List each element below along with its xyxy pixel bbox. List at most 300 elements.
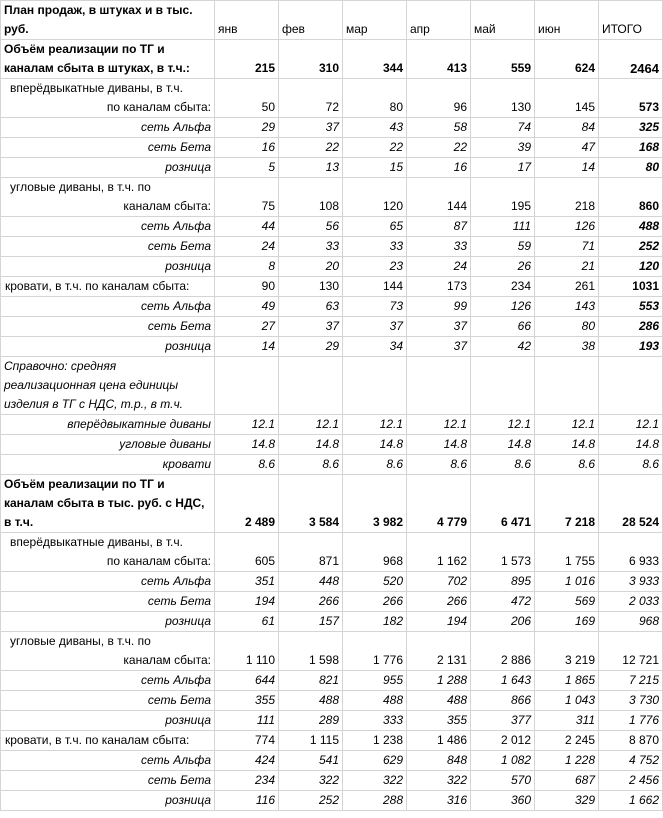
reference-title-line2: реализационная цена единицы [4, 378, 179, 392]
group-label-line1: угловые диваны, в т.ч. по [10, 634, 151, 648]
cell-value: 29 [215, 118, 279, 138]
cell-value: 351 [215, 572, 279, 592]
money-section-total-row [1, 475, 663, 533]
cell-value: 145 [535, 79, 599, 118]
cell-value: 7 218 [535, 475, 599, 533]
cell-total: 4 752 [599, 751, 663, 771]
cell-value: 49 [215, 297, 279, 317]
cell-value: 8.6 [471, 455, 535, 475]
table-title-line2: руб. [4, 22, 29, 36]
cell-value: 99 [407, 297, 471, 317]
table-title-line1: План продаж, в штуках и в тыс. [4, 3, 193, 17]
cell-value: 66 [471, 317, 535, 337]
cell-value: 12.1 [471, 415, 535, 435]
cell-value: 12.1 [215, 415, 279, 435]
month-header: фев [279, 1, 343, 40]
channel-row [1, 691, 663, 711]
cell-value: 3 982 [343, 475, 407, 533]
cell-value: 126 [471, 297, 535, 317]
channel-label: розница [1, 337, 215, 357]
channel-row [1, 257, 663, 277]
group-label [1, 731, 215, 751]
cell-total: 14.8 [599, 435, 663, 455]
cell-value: 71 [535, 237, 599, 257]
total-header: ИТОГО [599, 1, 663, 40]
cell-total: 28 524 [599, 475, 663, 533]
cell-total: 7 215 [599, 671, 663, 691]
cell-total: 3 730 [599, 691, 663, 711]
cell-value: 1 598 [279, 632, 343, 671]
cell-value: 488 [407, 691, 471, 711]
cell-value: 37 [279, 317, 343, 337]
cell-value: 87 [407, 217, 471, 237]
cell-value: 144 [407, 178, 471, 217]
cell-value: 111 [215, 711, 279, 731]
cell-value: 14.8 [407, 435, 471, 455]
cell-value: 14.8 [215, 435, 279, 455]
group-label-line1: угловые диваны, в т.ч. по [10, 180, 151, 194]
units-section-title-line2: каналам сбыта в штуках, в т.ч.: [4, 61, 190, 75]
group-row [1, 632, 663, 671]
cell-value: 2 131 [407, 632, 471, 671]
cell-value: 955 [343, 671, 407, 691]
cell-value: 14.8 [343, 435, 407, 455]
cell-value: 424 [215, 751, 279, 771]
cell-value: 17 [471, 158, 535, 178]
cell-value: 16 [215, 138, 279, 158]
cell-value: 14.8 [535, 435, 599, 455]
cell-value: 1 110 [215, 632, 279, 671]
group-label [1, 79, 215, 118]
reference-row [1, 415, 663, 435]
cell-value: 377 [471, 711, 535, 731]
group-label-line1: кровати, в т.ч. по каналам сбыта: [5, 733, 190, 747]
cell-value: 266 [279, 592, 343, 612]
channel-label: сеть Альфа [1, 572, 215, 592]
channel-label: розница [1, 158, 215, 178]
cell-total: 1 776 [599, 711, 663, 731]
empty-cell [599, 357, 663, 415]
cell-value: 116 [215, 791, 279, 811]
cell-value: 488 [343, 691, 407, 711]
empty-cell [343, 357, 407, 415]
channel-row [1, 237, 663, 257]
group-label-line2: каналам сбыта: [123, 199, 211, 213]
cell-value: 310 [279, 40, 343, 79]
cell-value: 173 [407, 277, 471, 297]
cell-value: 84 [535, 118, 599, 138]
cell-value: 448 [279, 572, 343, 592]
cell-value: 75 [215, 178, 279, 217]
cell-value: 1 016 [535, 572, 599, 592]
cell-value: 288 [343, 791, 407, 811]
cell-value: 541 [279, 751, 343, 771]
cell-value: 50 [215, 79, 279, 118]
empty-cell [215, 357, 279, 415]
cell-value: 130 [471, 79, 535, 118]
cell-value: 144 [343, 277, 407, 297]
channel-label: сеть Бета [1, 317, 215, 337]
cell-total: 286 [599, 317, 663, 337]
cell-value: 252 [279, 791, 343, 811]
cell-value: 195 [471, 178, 535, 217]
reference-row-label: вперёдвыкатные диваны [1, 415, 215, 435]
cell-value: 8.6 [343, 455, 407, 475]
cell-value: 21 [535, 257, 599, 277]
empty-cell [279, 357, 343, 415]
channel-row [1, 671, 663, 691]
channel-label: сеть Бета [1, 237, 215, 257]
cell-value: 27 [215, 317, 279, 337]
cell-value: 2 489 [215, 475, 279, 533]
cell-value: 22 [407, 138, 471, 158]
cell-value: 1 115 [279, 731, 343, 751]
channel-label: сеть Бета [1, 592, 215, 612]
cell-value: 322 [407, 771, 471, 791]
cell-value: 1 288 [407, 671, 471, 691]
cell-value: 65 [343, 217, 407, 237]
channel-label: розница [1, 612, 215, 632]
channel-label: сеть Альфа [1, 217, 215, 237]
group-label-line2: по каналам сбыта: [106, 554, 211, 568]
cell-value: 848 [407, 751, 471, 771]
cell-value: 108 [279, 178, 343, 217]
group-row [1, 731, 663, 751]
cell-value: 569 [535, 592, 599, 612]
cell-value: 4 779 [407, 475, 471, 533]
cell-value: 1 755 [535, 533, 599, 572]
month-header: мар [343, 1, 407, 40]
cell-total: 120 [599, 257, 663, 277]
cell-value: 12.1 [343, 415, 407, 435]
cell-value: 1 486 [407, 731, 471, 751]
cell-value: 73 [343, 297, 407, 317]
cell-value: 37 [279, 118, 343, 138]
cell-value: 355 [407, 711, 471, 731]
cell-total: 553 [599, 297, 663, 317]
cell-total: 12.1 [599, 415, 663, 435]
cell-total: 968 [599, 612, 663, 632]
cell-value: 61 [215, 612, 279, 632]
reference-title-line1: Справочно: средняя [4, 359, 117, 373]
cell-value: 22 [343, 138, 407, 158]
channel-label: сеть Альфа [1, 751, 215, 771]
cell-value: 329 [535, 791, 599, 811]
cell-value: 234 [215, 771, 279, 791]
cell-total: 2 033 [599, 592, 663, 612]
cell-value: 289 [279, 711, 343, 731]
cell-value: 38 [535, 337, 599, 357]
group-label-line1: вперёдвыкатные диваны, в т.ч. [10, 81, 183, 95]
cell-total: 2 456 [599, 771, 663, 791]
cell-value: 169 [535, 612, 599, 632]
cell-value: 1 043 [535, 691, 599, 711]
cell-value: 182 [343, 612, 407, 632]
channel-row [1, 771, 663, 791]
units-section-total-row [1, 40, 663, 79]
cell-value: 33 [407, 237, 471, 257]
channel-row [1, 572, 663, 592]
cell-value: 1 643 [471, 671, 535, 691]
cell-value: 3 584 [279, 475, 343, 533]
cell-value: 866 [471, 691, 535, 711]
channel-row [1, 592, 663, 612]
cell-value: 47 [535, 138, 599, 158]
cell-value: 1 228 [535, 751, 599, 771]
cell-value: 8.6 [535, 455, 599, 475]
cell-value: 2 886 [471, 632, 535, 671]
cell-value: 37 [407, 337, 471, 357]
money-section-title-line2: каналам сбыта в тыс. руб. с НДС, [4, 496, 205, 510]
cell-value: 37 [343, 317, 407, 337]
channel-row [1, 751, 663, 771]
cell-value: 968 [343, 533, 407, 572]
cell-value: 58 [407, 118, 471, 138]
cell-value: 871 [279, 533, 343, 572]
cell-value: 8 [215, 257, 279, 277]
cell-value: 14 [215, 337, 279, 357]
cell-value: 687 [535, 771, 599, 791]
cell-value: 266 [343, 592, 407, 612]
cell-value: 63 [279, 297, 343, 317]
cell-value: 1 238 [343, 731, 407, 751]
month-header: май [471, 1, 535, 40]
channel-label: сеть Альфа [1, 118, 215, 138]
cell-total: 2464 [599, 40, 663, 79]
cell-value: 311 [535, 711, 599, 731]
month-header: июн [535, 1, 599, 40]
cell-value: 22 [279, 138, 343, 158]
cell-total: 12 721 [599, 632, 663, 671]
cell-value: 2 245 [535, 731, 599, 751]
cell-value: 157 [279, 612, 343, 632]
cell-value: 29 [279, 337, 343, 357]
reference-row-label: угловые диваны [1, 435, 215, 455]
cell-total: 8 870 [599, 731, 663, 751]
cell-value: 6 471 [471, 475, 535, 533]
cell-value: 344 [343, 40, 407, 79]
cell-value: 12.1 [407, 415, 471, 435]
cell-value: 355 [215, 691, 279, 711]
header-row [1, 1, 663, 40]
cell-value: 130 [279, 277, 343, 297]
channel-row [1, 337, 663, 357]
table-title [1, 1, 215, 40]
reference-title-line3: изделия в ТГ с НДС, т.р., в т.ч. [4, 397, 183, 411]
cell-value: 895 [471, 572, 535, 592]
cell-value: 266 [407, 592, 471, 612]
channel-label: сеть Бета [1, 691, 215, 711]
group-row [1, 178, 663, 217]
cell-value: 80 [343, 79, 407, 118]
channel-label: сеть Альфа [1, 671, 215, 691]
cell-value: 774 [215, 731, 279, 751]
cell-value: 821 [279, 671, 343, 691]
cell-value: 14 [535, 158, 599, 178]
cell-value: 26 [471, 257, 535, 277]
cell-value: 8.6 [215, 455, 279, 475]
cell-total: 3 933 [599, 572, 663, 592]
cell-value: 488 [279, 691, 343, 711]
cell-value: 333 [343, 711, 407, 731]
cell-total: 80 [599, 158, 663, 178]
group-row [1, 533, 663, 572]
cell-value: 1 776 [343, 632, 407, 671]
channel-label: розница [1, 257, 215, 277]
cell-value: 111 [471, 217, 535, 237]
cell-total: 1031 [599, 277, 663, 297]
group-label [1, 632, 215, 671]
cell-value: 2 012 [471, 731, 535, 751]
month-header: янв [215, 1, 279, 40]
month-header: апр [407, 1, 471, 40]
cell-value: 360 [471, 791, 535, 811]
channel-row [1, 612, 663, 632]
cell-value: 126 [535, 217, 599, 237]
channel-label: сеть Бета [1, 138, 215, 158]
empty-cell [407, 357, 471, 415]
cell-value: 33 [279, 237, 343, 257]
channel-row [1, 118, 663, 138]
cell-value: 234 [471, 277, 535, 297]
cell-value: 72 [279, 79, 343, 118]
empty-cell [471, 357, 535, 415]
cell-total: 488 [599, 217, 663, 237]
cell-total: 8.6 [599, 455, 663, 475]
cell-value: 74 [471, 118, 535, 138]
cell-value: 194 [407, 612, 471, 632]
channel-row [1, 297, 663, 317]
cell-value: 413 [407, 40, 471, 79]
group-label-line1: кровати, в т.ч. по каналам сбыта: [5, 279, 190, 293]
cell-value: 1 162 [407, 533, 471, 572]
cell-value: 316 [407, 791, 471, 811]
cell-value: 472 [471, 592, 535, 612]
cell-value: 13 [279, 158, 343, 178]
cell-value: 559 [471, 40, 535, 79]
cell-value: 1 082 [471, 751, 535, 771]
channel-label: сеть Альфа [1, 297, 215, 317]
channel-row [1, 158, 663, 178]
cell-total: 6 933 [599, 533, 663, 572]
cell-total: 573 [599, 79, 663, 118]
cell-value: 8.6 [279, 455, 343, 475]
cell-value: 218 [535, 178, 599, 217]
reference-row [1, 435, 663, 455]
group-label [1, 178, 215, 217]
cell-value: 15 [343, 158, 407, 178]
cell-value: 1 573 [471, 533, 535, 572]
reference-row-label: кровати [1, 455, 215, 475]
money-section-title [1, 475, 215, 533]
channel-row [1, 217, 663, 237]
cell-value: 624 [535, 40, 599, 79]
cell-value: 14.8 [471, 435, 535, 455]
channel-row [1, 711, 663, 731]
cell-value: 629 [343, 751, 407, 771]
cell-value: 43 [343, 118, 407, 138]
cell-value: 37 [407, 317, 471, 337]
group-label-line1: вперёдвыкатные диваны, в т.ч. [10, 535, 183, 549]
cell-total: 860 [599, 178, 663, 217]
cell-value: 261 [535, 277, 599, 297]
cell-total: 252 [599, 237, 663, 257]
cell-value: 1 865 [535, 671, 599, 691]
group-label-line2: каналам сбыта: [123, 653, 211, 667]
cell-value: 20 [279, 257, 343, 277]
cell-value: 56 [279, 217, 343, 237]
cell-value: 14.8 [279, 435, 343, 455]
cell-value: 3 219 [535, 632, 599, 671]
cell-total: 325 [599, 118, 663, 138]
channel-label: розница [1, 711, 215, 731]
cell-value: 16 [407, 158, 471, 178]
cell-value: 702 [407, 572, 471, 592]
cell-total: 1 662 [599, 791, 663, 811]
cell-value: 605 [215, 533, 279, 572]
cell-total: 193 [599, 337, 663, 357]
cell-value: 206 [471, 612, 535, 632]
channel-row [1, 138, 663, 158]
money-section-title-line1: Объём реализации по ТГ и [4, 477, 165, 491]
empty-cell [535, 357, 599, 415]
units-section-title [1, 40, 215, 79]
cell-value: 80 [535, 317, 599, 337]
group-label [1, 277, 215, 297]
cell-value: 39 [471, 138, 535, 158]
cell-value: 90 [215, 277, 279, 297]
cell-value: 215 [215, 40, 279, 79]
channel-label: сеть Бета [1, 771, 215, 791]
reference-title-row [1, 357, 663, 415]
cell-value: 5 [215, 158, 279, 178]
cell-value: 644 [215, 671, 279, 691]
cell-value: 12.1 [535, 415, 599, 435]
group-label-line2: по каналам сбыта: [106, 100, 211, 114]
group-label [1, 533, 215, 572]
channel-row [1, 791, 663, 811]
reference-row [1, 455, 663, 475]
cell-value: 143 [535, 297, 599, 317]
cell-value: 120 [343, 178, 407, 217]
channel-label: розница [1, 791, 215, 811]
cell-value: 322 [279, 771, 343, 791]
cell-value: 322 [343, 771, 407, 791]
channel-row [1, 317, 663, 337]
cell-value: 24 [407, 257, 471, 277]
cell-value: 8.6 [407, 455, 471, 475]
cell-value: 24 [215, 237, 279, 257]
cell-value: 520 [343, 572, 407, 592]
cell-value: 42 [471, 337, 535, 357]
group-row [1, 277, 663, 297]
cell-value: 33 [343, 237, 407, 257]
reference-title [1, 357, 215, 415]
table-body [1, 1, 663, 811]
cell-value: 96 [407, 79, 471, 118]
cell-value: 570 [471, 771, 535, 791]
cell-value: 23 [343, 257, 407, 277]
group-row [1, 79, 663, 118]
cell-value: 59 [471, 237, 535, 257]
cell-value: 12.1 [279, 415, 343, 435]
cell-value: 34 [343, 337, 407, 357]
cell-total: 168 [599, 138, 663, 158]
units-section-title-line1: Объём реализации по ТГ и [4, 42, 165, 56]
cell-value: 194 [215, 592, 279, 612]
cell-value: 44 [215, 217, 279, 237]
money-section-title-line3: в т.ч. [4, 515, 34, 529]
